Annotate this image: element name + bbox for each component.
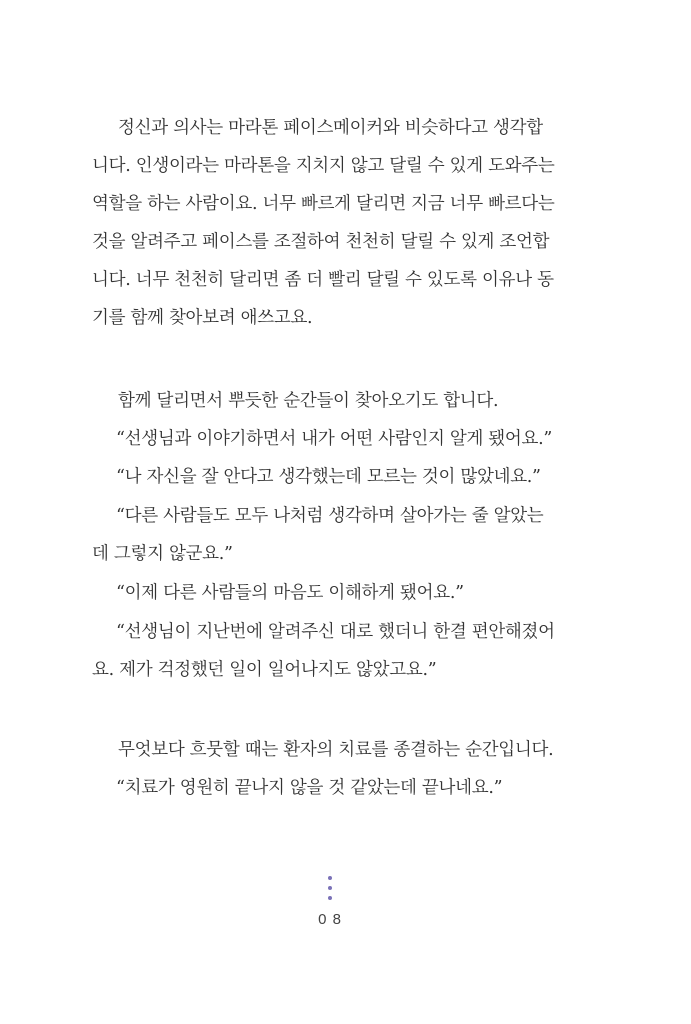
quote-line-6: “치료가 영원히 끝나지 않을 것 같았는데 끝나네요.” [116, 778, 503, 798]
quote-line-3-cont: 데 그렇지 않군요.” [92, 544, 233, 564]
quote-line-1: “선생님과 이야기하면서 내가 어떤 사람인지 알게 됐어요.” [116, 429, 553, 449]
vertical-dots-icon [326, 876, 334, 904]
quote-line-5: “선생님이 지난번에 알려주신 대로 했더니 한결 편안해졌어 [116, 622, 555, 642]
quote-line-2: “나 자신을 잘 안다고 생각했는데 모르는 것이 많았네요.” [116, 467, 541, 487]
quote-line-4: “이제 다른 사람들의 마음도 이해하게 됐어요.” [116, 583, 464, 603]
paragraph-1-line-1: 정신과 의사는 마라톤 페이스메이커와 비슷하다고 생각합 [118, 118, 543, 138]
page-number: 0 8 [318, 911, 342, 928]
paragraph-1-line-2: 니다. 인생이라는 마라톤을 지치지 않고 달릴 수 있게 도와주는 [92, 156, 555, 176]
quote-line-5-cont: 요. 제가 걱정했던 일이 일어나지도 않았고요.” [92, 660, 437, 680]
paragraph-1-line-6: 기를 함께 찾아보려 애쓰고요. [92, 308, 313, 328]
paragraph-3-line-1: 무엇보다 흐뭇할 때는 환자의 치료를 종결하는 순간입니다. [118, 740, 554, 760]
dot [328, 896, 332, 900]
quote-line-3: “다른 사람들도 모두 나처럼 생각하며 살아가는 줄 알았는 [116, 506, 544, 526]
paragraph-2-line-1: 함께 달리면서 뿌듯한 순간들이 찾아오기도 합니다. [118, 391, 499, 411]
dot [328, 886, 332, 890]
dot [328, 876, 332, 880]
paragraph-1-line-3: 역할을 하는 사람이요. 너무 빠르게 달리면 지금 너무 빠르다는 [92, 194, 555, 214]
paragraph-1-line-5: 니다. 너무 천천히 달리면 좀 더 빨리 달릴 수 있도록 이유나 동 [92, 270, 554, 290]
paragraph-1-line-4: 것을 알려주고 페이스를 조절하여 천천히 달릴 수 있게 조언합 [92, 232, 550, 252]
